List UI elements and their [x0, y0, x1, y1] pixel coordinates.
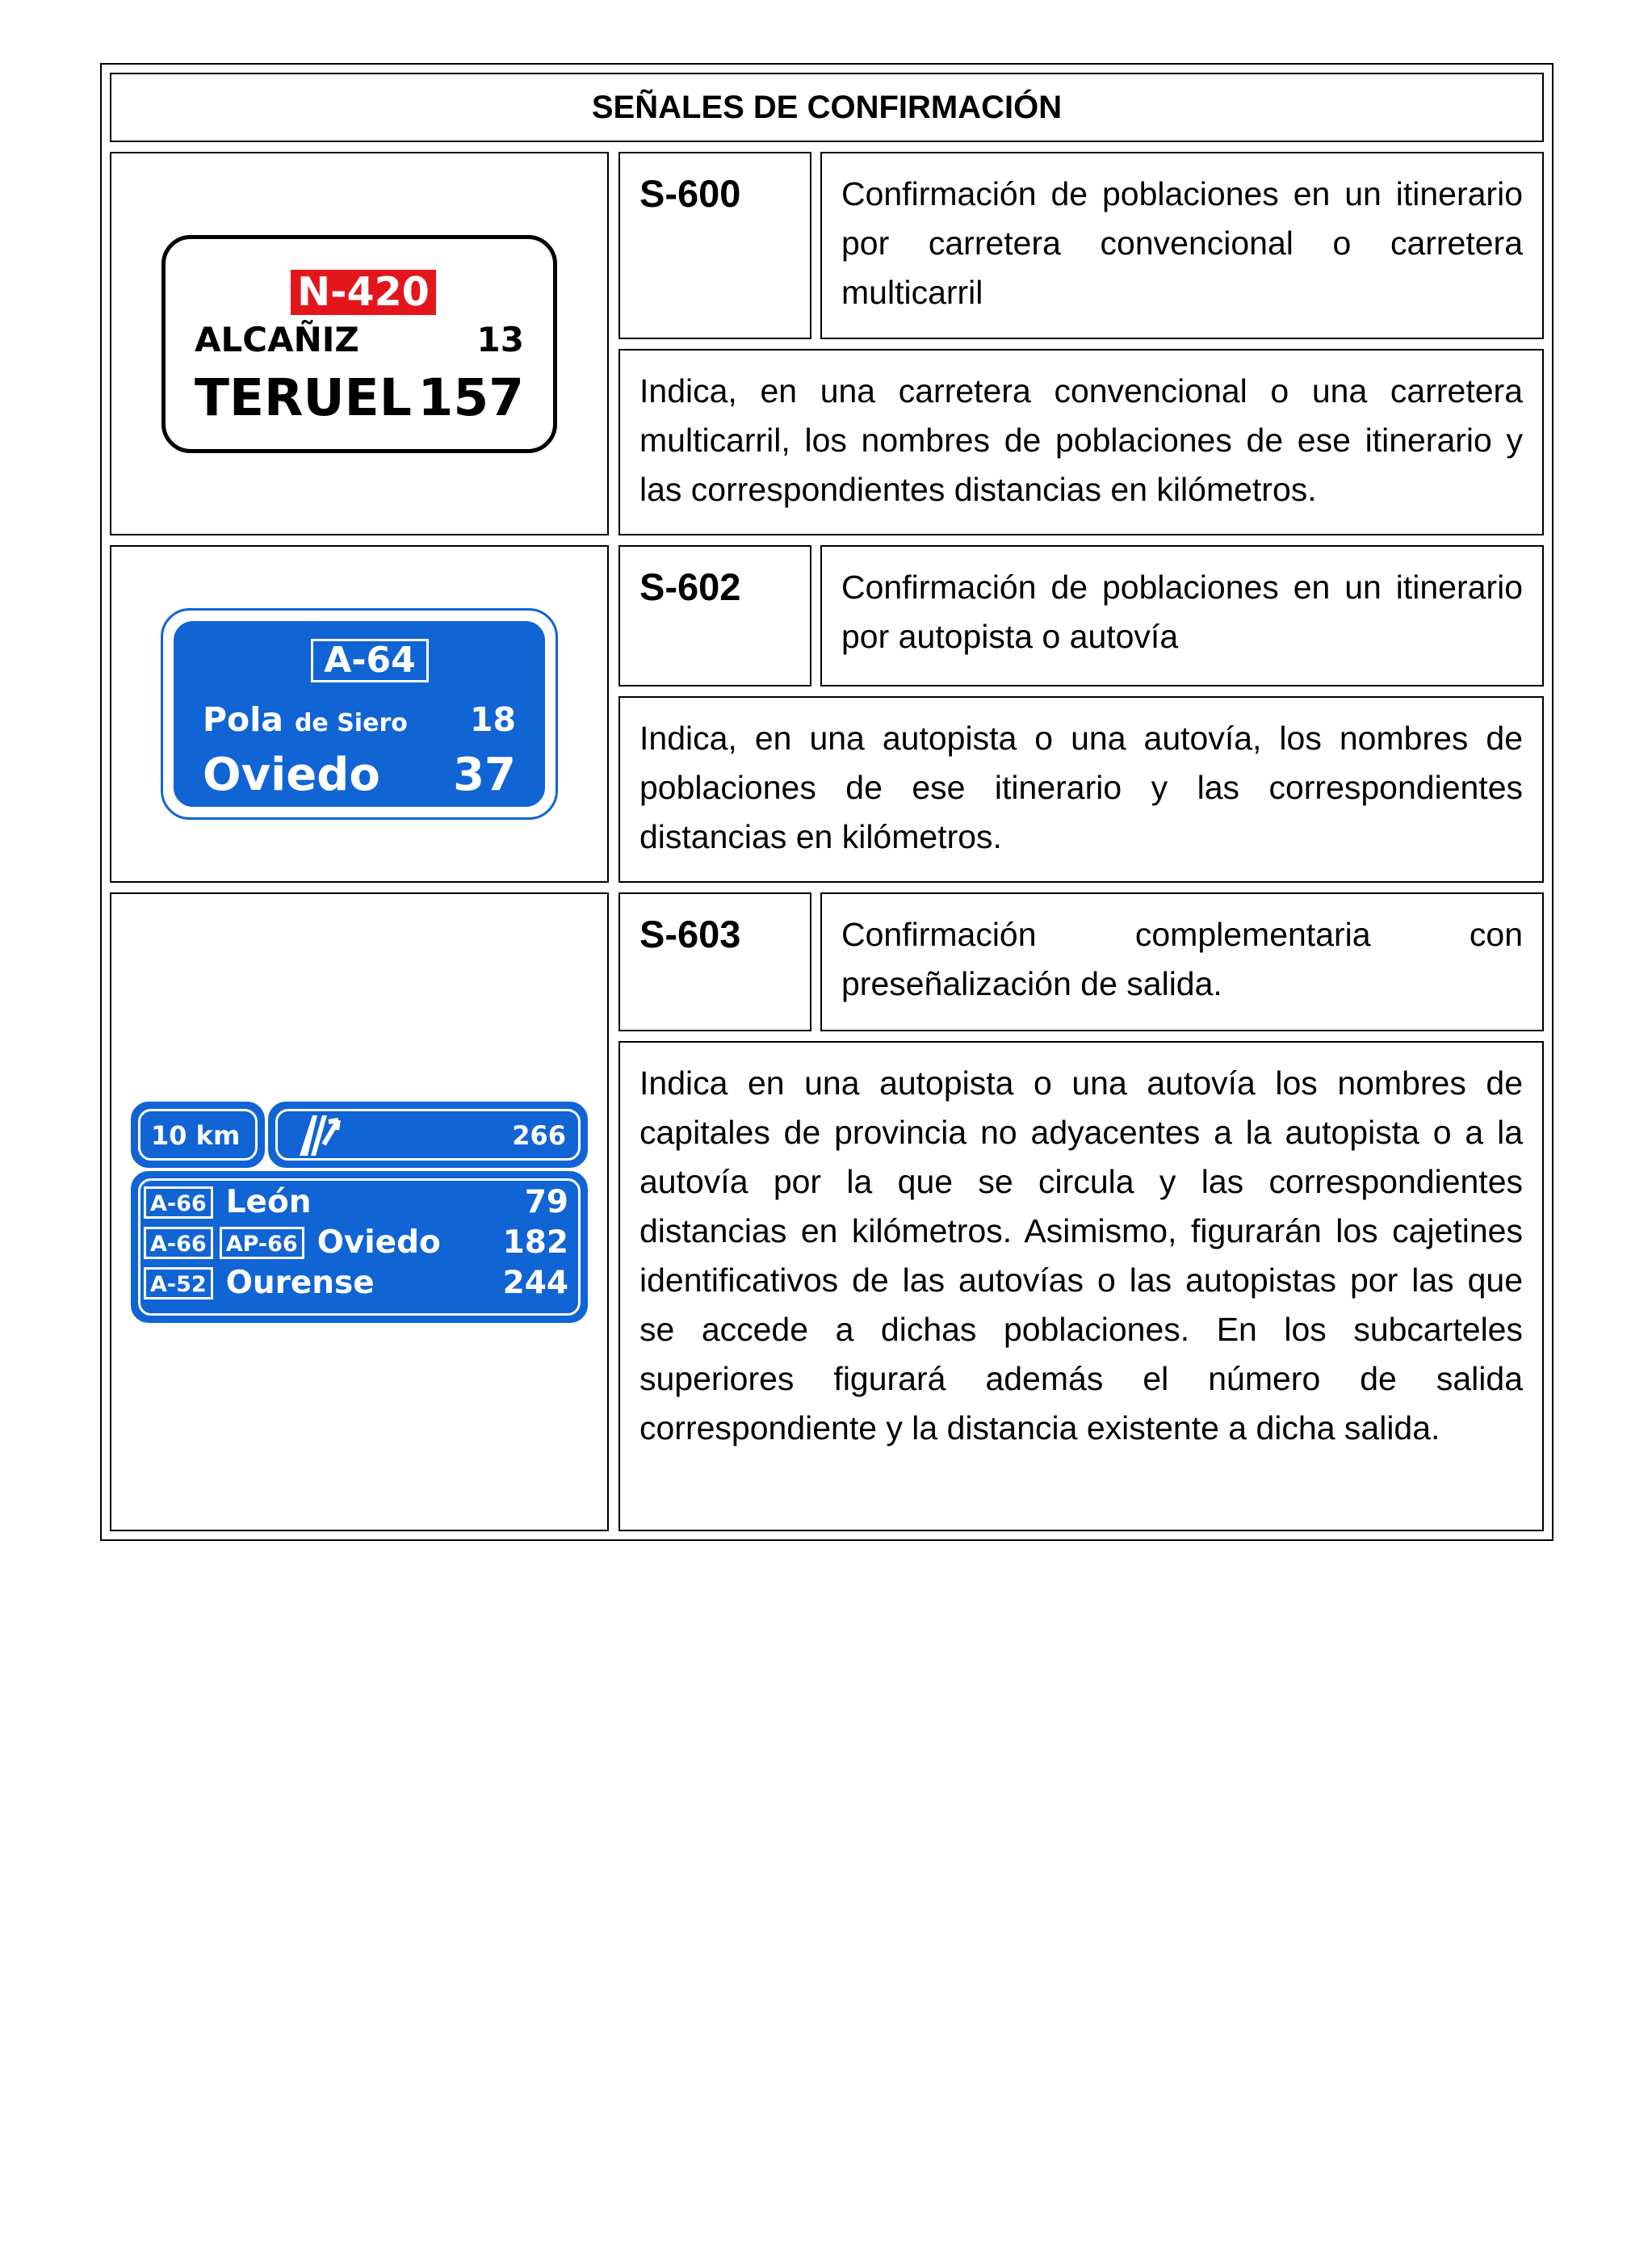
exit-ramp-icon — [295, 1112, 343, 1157]
destination-distance: 37 — [453, 749, 516, 801]
road-badge: A-64 — [311, 639, 429, 682]
signal-code: S-600 — [618, 152, 811, 339]
signal-description: Indica, en una carretera convencional o una carretera multicarril, los nombres de poblaciones de ese itinerario y las correspondientes distancias en kilómetros. — [618, 349, 1544, 535]
sign-image-cell-s600 — [110, 152, 609, 535]
destination-name: León — [225, 1184, 312, 1220]
destination-line — [144, 1184, 568, 1221]
destination-name: Pola — [203, 700, 283, 739]
signal-description: Indica, en una autopista o una autovía, los nombres de poblaciones de ese itinerario y las correspondientes distancias en kilómetros. — [618, 696, 1544, 883]
sign-s600 — [161, 235, 557, 453]
destination-name: TERUEL — [195, 367, 412, 427]
sign-image-cell-s602 — [110, 545, 609, 883]
road-badge: A-66 — [144, 1186, 213, 1219]
destination-subname: de Siero — [294, 709, 408, 737]
destination-distance: 157 — [417, 367, 524, 427]
table-title: SEÑALES DE CONFIRMACIÓN — [110, 73, 1544, 142]
destination-name: Oviedo — [317, 1224, 441, 1261]
signal-name: Confirmación de poblaciones en un itinerario por autopista o autovía — [820, 545, 1544, 686]
destination-line — [144, 1265, 568, 1302]
exit-number: 266 — [512, 1119, 566, 1151]
sign-image-cell-s603 — [110, 892, 609, 1531]
road-badge: N-420 — [291, 270, 436, 315]
signal-description: Indica en una autopista o una autovía los nombres de capitales de provincia no adyacentes a la autopista o a la autovía por la que se circula y las correspondientes distancias en kilómetros. Asimismo, figurarán los cajetines identificativos de las autovías o las autopistas por las que se accede a dichas poblaciones. En los subcarteles superiores figurará además el número de salida correspondiente y la distancia existente a dicha salida. — [618, 1041, 1544, 1531]
road-badge: A-66 — [144, 1227, 213, 1259]
road-badge: A-52 — [144, 1267, 213, 1299]
signal-name: Confirmación de poblaciones en un itinerario por carretera convencional o carretera multicarril — [820, 152, 1544, 339]
signal-name: Confirmación complementaria con preseñalización de salida. — [820, 892, 1544, 1031]
destination-distance: 18 — [469, 700, 516, 739]
destination-distance: 13 — [476, 319, 524, 359]
sign-s603 — [131, 1102, 588, 1323]
destination-name: ALCAÑIZ — [195, 319, 359, 359]
sign-s602 — [161, 608, 558, 820]
road-badge: AP-66 — [220, 1227, 304, 1259]
destination-name: Ourense — [225, 1265, 375, 1301]
destination-line — [144, 1224, 568, 1262]
destination-name: Oviedo — [203, 749, 380, 801]
signal-code: S-602 — [618, 545, 811, 686]
destination-distance: 79 — [524, 1184, 568, 1220]
signal-code: S-603 — [618, 892, 811, 1031]
destination-distance: 244 — [502, 1265, 568, 1301]
destination-distance: 182 — [502, 1224, 568, 1261]
exit-distance: 10 km — [151, 1119, 241, 1151]
